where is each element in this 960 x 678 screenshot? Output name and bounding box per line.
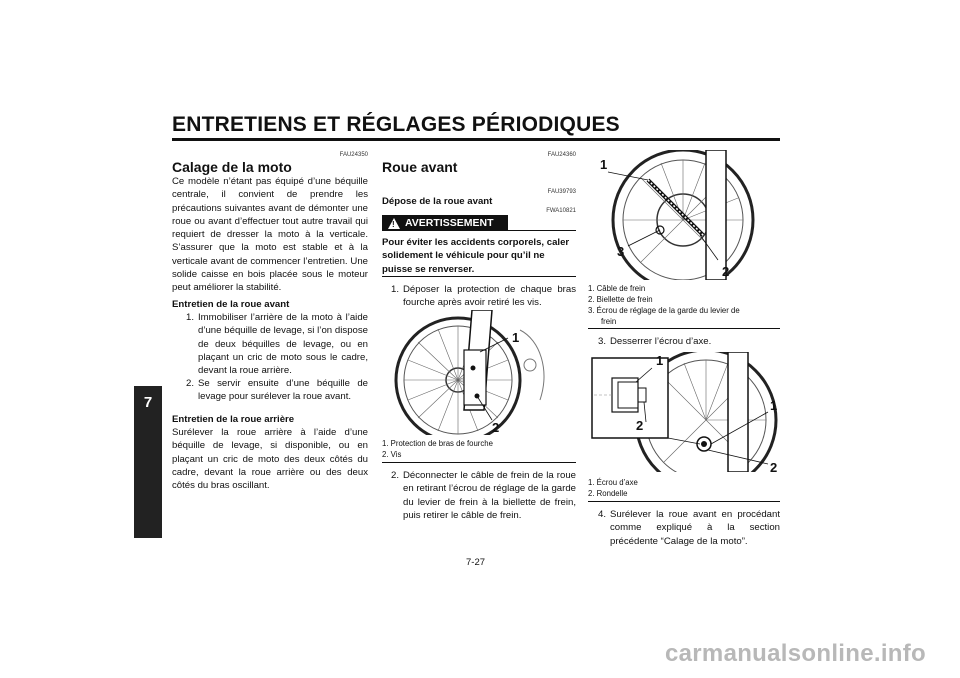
step-text: Surélever la roue avant en procédant comme expliqué à la section précédente “Calage de la moto”.	[610, 509, 780, 547]
front-step-2	[186, 377, 368, 404]
step-text: Immobiliser l’arrière de la moto à l’aide d’une béquille de levage, si l’on dispose de deux béquilles de levage, ou en plaçant un cric de moto sous le cadre, devant la roue arrière.	[198, 312, 368, 377]
callout-label: 1	[770, 398, 778, 413]
figure-caption: 1. Câble de frein	[588, 284, 646, 293]
callout-label: 2	[492, 420, 500, 435]
step-number: 1.	[391, 284, 400, 295]
front-step-1	[186, 311, 368, 377]
warning-bottom-rule	[382, 276, 576, 277]
caption-rule	[588, 501, 780, 502]
step-number: 4.	[598, 509, 607, 520]
step-text: Se servir ensuite d’une béquille de levage pour surélever la roue avant.	[198, 378, 368, 403]
rear-wheel-paragraph: Surélever la roue arrière à l’aide d’une béquille de levage, si disponible, ou en plaçant un cric de moto des deux côtés du cadre, devant la roue arrière ou des deux côtés du bras oscillant.	[172, 427, 368, 492]
warning-label: AVERTISSEMENT	[405, 217, 494, 229]
step-number: 3.	[598, 336, 607, 347]
step-1	[391, 283, 576, 310]
section-title: Roue avant	[382, 159, 458, 175]
warning-icon: !	[388, 218, 400, 229]
section-code: FAU39793	[547, 189, 576, 195]
callout-label: 1	[600, 157, 608, 172]
warning-box	[382, 215, 508, 231]
page-number: 7-27	[466, 557, 486, 568]
callout-label: 2	[770, 460, 778, 475]
step-number: 1.	[186, 312, 195, 323]
warning-rule	[508, 230, 576, 231]
step-text: Déposer la protection de chaque bras fourche après avoir retiré les vis.	[403, 284, 576, 309]
intro-paragraph: Ce modèle n’étant pas équipé d’une béquille centrale, il convient de prendre les précautions suivantes avant de démonter une roue ou avant d’effectuer tout autre travail qui requiert de dresser la moto à la verticale. S’assurer que la moto est stable et à la verticale avant de commencer l’entretien. Une solide caisse en bois placée sous le moteur peut améliorer la stabilité.	[172, 176, 368, 294]
fork-protector-illustration	[380, 310, 576, 435]
step-number: 2.	[186, 378, 195, 389]
step-2	[391, 469, 576, 522]
figure-caption: 1. Protection de bras de fourche	[382, 439, 493, 448]
page-header-title: ENTRETIENS ET RÉGLAGES PÉRIODIQUES	[172, 113, 620, 136]
callout-label: 2	[636, 418, 644, 433]
step-text: Desserrer l’écrou d’axe.	[610, 336, 712, 347]
figure-caption: 2. Biellette de frein	[588, 295, 653, 304]
figure-caption: 2. Rondelle	[588, 489, 628, 498]
watermark: carmanualsonline.info	[665, 640, 927, 667]
chapter-tab: 7	[134, 386, 162, 538]
axle-nut-illustration	[588, 352, 780, 472]
callout-label: 2	[722, 264, 730, 279]
figure-caption: 1. Écrou d’axe	[588, 478, 638, 487]
callout-label: 1	[656, 353, 664, 368]
figure-caption: 3. Écrou de réglage de la garde du levier de	[588, 306, 740, 315]
caption-rule	[382, 462, 576, 463]
step-text: Déconnecter le câble de frein de la roue en retirant l’écrou de réglage de la garde du levier de frein à la biellette de frein, puis retirer le câble de frein.	[403, 470, 576, 521]
step-number: 2.	[391, 470, 400, 481]
caption-rule	[588, 328, 780, 329]
front-wheel-heading: Entretien de la roue avant	[172, 299, 290, 310]
step-3	[598, 335, 780, 348]
warning-text: Pour éviter les accidents corporels, caler solidement le véhicule pour qu’il ne puisse se renverser.	[382, 237, 570, 275]
rear-wheel-heading: Entretien de la roue arrière	[172, 414, 295, 425]
section-code: FAU24350	[339, 152, 368, 158]
figure-caption: frein	[601, 317, 617, 326]
figure-caption: 2. Vis	[382, 450, 402, 459]
section-title: Calage de la moto	[172, 159, 292, 175]
header-rule	[172, 138, 780, 141]
section-code: FAU24360	[547, 152, 576, 158]
step-4	[598, 508, 780, 548]
subsection-title: Dépose de la roue avant	[382, 196, 493, 207]
brake-cable-illustration	[588, 150, 780, 280]
callout-label: 1	[512, 330, 520, 345]
callout-label: 3	[617, 244, 625, 259]
warning-code: FWA10821	[546, 208, 576, 214]
